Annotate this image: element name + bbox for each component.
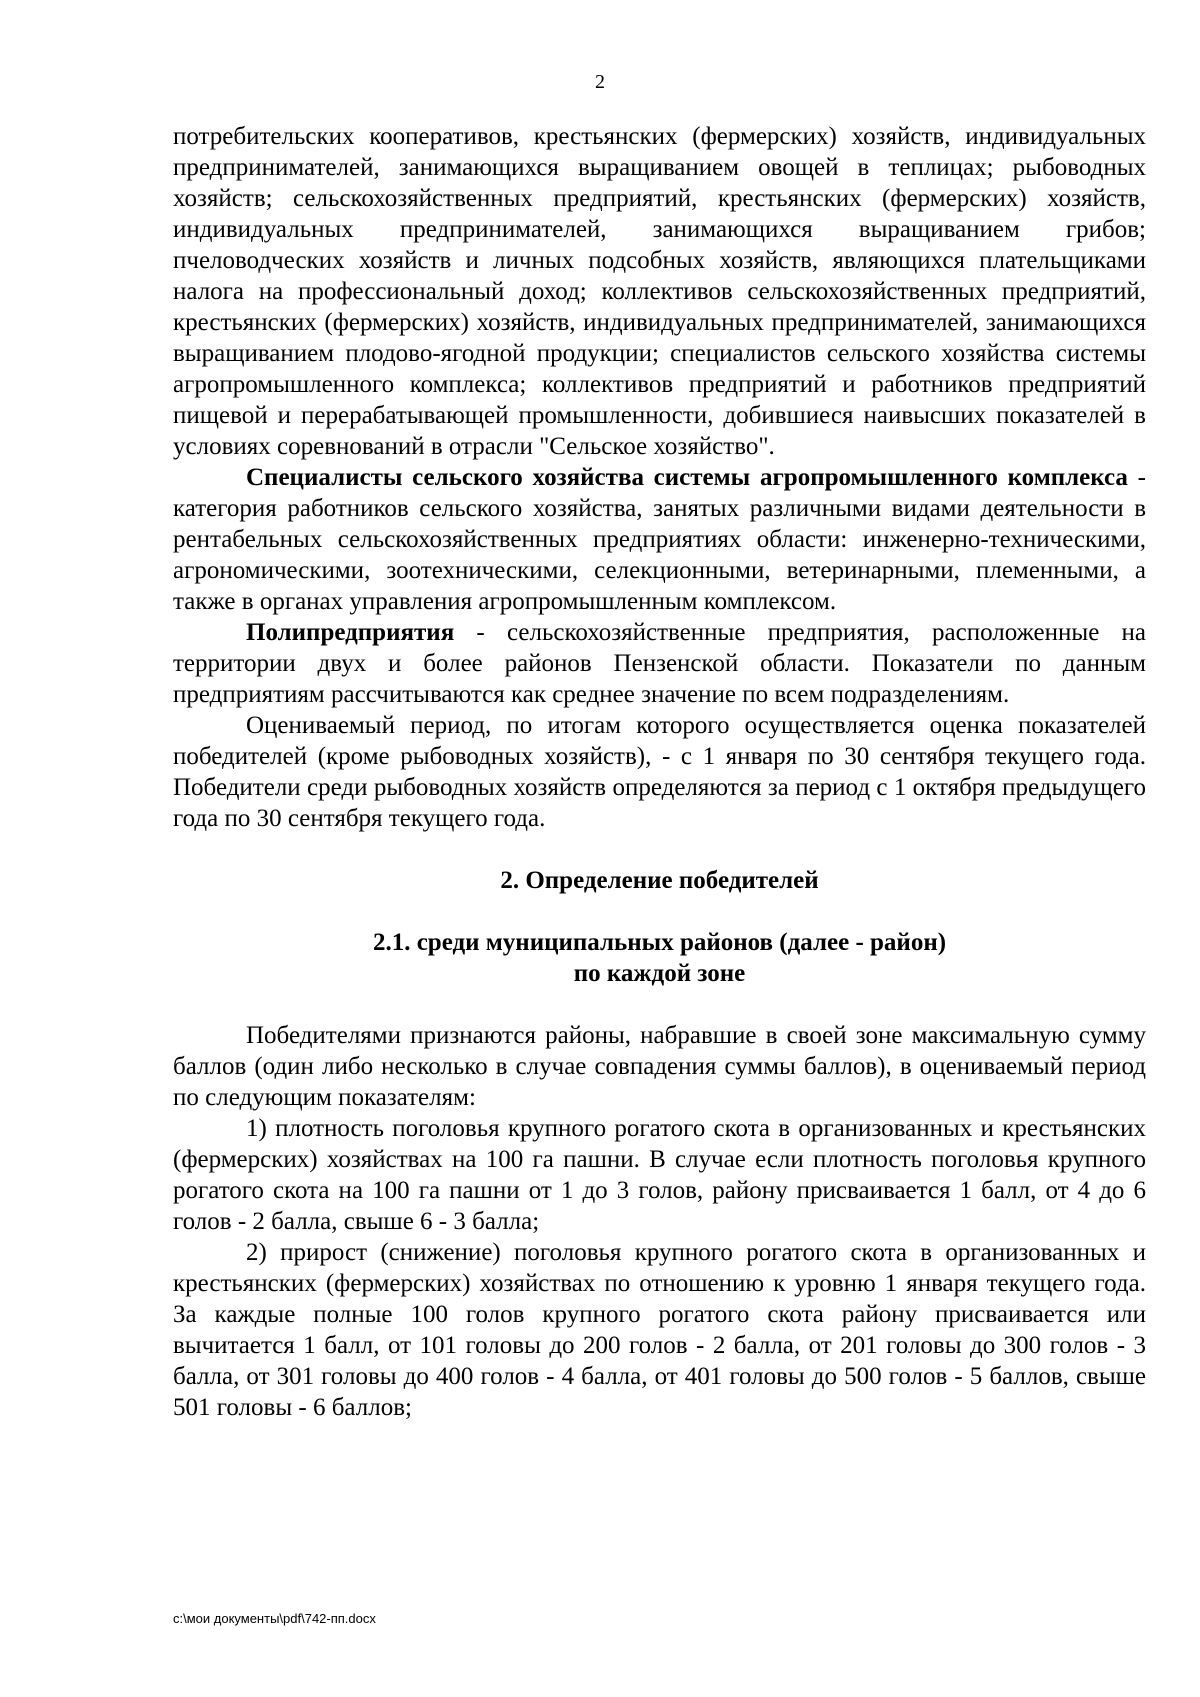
paragraph-evaluation-period: Оцениваемый период, по итогам которого осуществляется оценка показателей победителей (кроме рыбоводных хозяйств), - с 1 января по 30 сентября текущего года. Победители среди рыбоводных хозяйств определяются за период с 1 октября предыдущего года по 30 сентября текущего года. — [173, 712, 1146, 832]
term-specialists: Специалисты сельского хозяйства системы агропромышленного комплекса — [246, 464, 1128, 491]
paragraph-winners-criteria: Победителями признаются районы, набравшие в своей зоне максимальную сумму баллов (один либо несколько в случае совпадения суммы баллов), в оцениваемый период по следующим показателям: — [173, 1022, 1146, 1111]
section-heading: 2. Определение победителей — [500, 867, 819, 894]
definition-specialists: - категория работников сельского хозяйства, занятых различными видами деятельности в рентабельных сельскохозяйственных предприятиях области: инженерно-техническими, агрономическими, зоотехническими, селекционными, ветеринарными, племенными, а также в органах управления агропромышленным комплексом. — [173, 464, 1147, 615]
subsection-heading-line1: 2.1. среди муниципальных районов (далее - район) — [372, 929, 947, 956]
subsection-heading-line2: по каждой зоне — [573, 960, 746, 987]
paragraph-criterion-1: 1) плотность поголовья крупного рогатого скота в организованных и крестьянских (фермерских) хозяйствах на 100 га пашни. В случае если плотность поголовья крупного рогатого скота на 100 га пашни от 1 до 3 голов, району присваивается 1 балл, от 4 до 6 голов - 2 балла, свыше 6 - 3 балла; — [173, 1115, 1146, 1235]
spacer — [173, 989, 1146, 1020]
term-polyenterprises: Полипредприятия — [246, 619, 455, 646]
paragraph-continuation: потребительских кооперативов, крестьянских (фермерских) хозяйств, индивидуальных предпринимателей, занимающихся выращиванием овощей в теплицах; рыбоводных хозяйств; сельскохозяйственных предприятий, крестьянских (фермерских) хозяйств, индивидуальных предпринимателей, занимающихся выращиванием грибов; пчеловодческих хозяйств и личных подсобных хозяйств, являющихся плательщиками налога на профессиональный доход; коллективов сельскохозяйственных предприятий, крестьянских (фермерских) хозяйств, индивидуальных предпринимателей, занимающихся выращиванием плодово-ягодной продукции; специалистов сельского хозяйства системы агропромышленного комплекса; коллективов предприятий и работников предприятий пищевой и перерабатывающей промышленности, добившиеся наивысших показателей в условиях соревнований в отрасли "Сельское хозяйство". — [173, 123, 1146, 460]
spacer — [173, 834, 1146, 865]
paragraph-criterion-2: 2) прирост (снижение) поголовья крупного рогатого скота в организованных и крестьянских (фермерских) хозяйствах по отношению к уровню 1 января текущего года. За каждые полные 100 голов крупного рогатого скота району присваивается или вычитается 1 балл, от 101 головы до 200 голов - 2 балла, от 201 головы до 300 голов - 3 балла, от 301 головы до 400 голов - 4 балла, от 401 головы до 500 голов - 5 баллов, свыше 501 головы - 6 баллов; — [173, 1239, 1146, 1421]
paragraph-polyenterprises-definition — [173, 617, 1146, 710]
spacer — [173, 896, 1146, 927]
definition-polyenterprises: - сельскохозяйственные предприятия, расположенные на территории двух и более районов Пензенской области. Показатели по данным предприятиям рассчитываются как среднее значение по всем подразделениям. — [173, 619, 1146, 708]
page-number: 2 — [595, 71, 605, 93]
document-body — [173, 121, 1146, 1423]
file-path-footer: c:\мои документы\pdf\742-пп.docx — [173, 1611, 376, 1626]
paragraph-specialists-definition — [173, 462, 1146, 617]
